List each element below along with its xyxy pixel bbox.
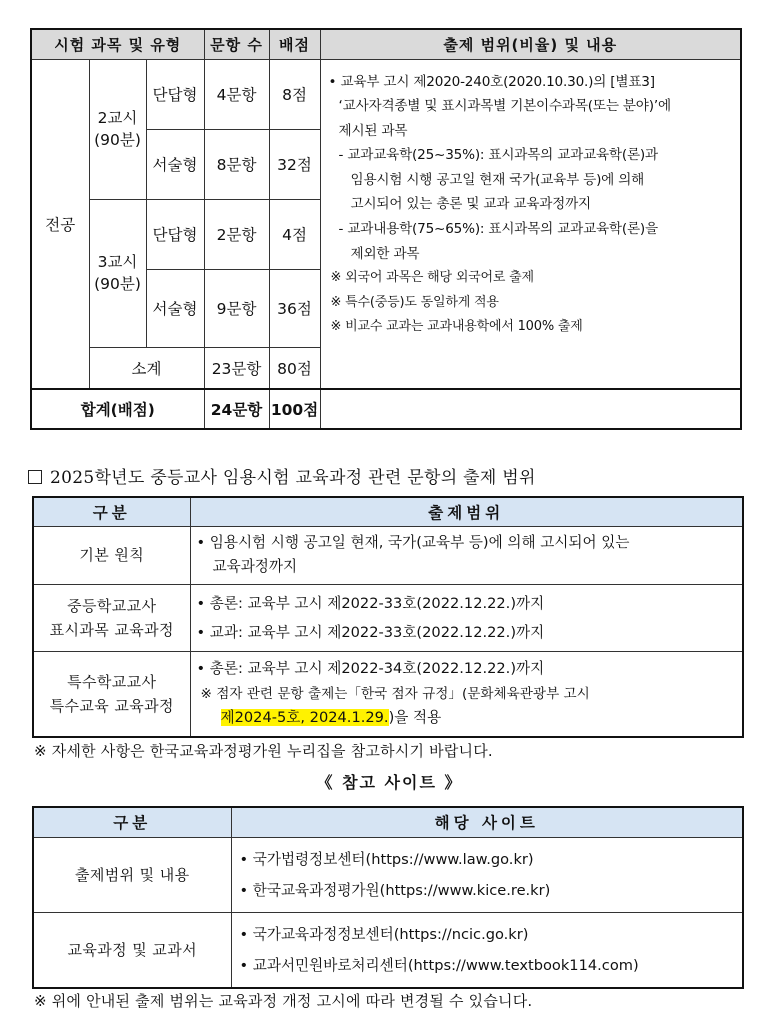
content-line: • 교육부 고시 제2020-240호(2020.10.30.)의 [별표3] [328, 73, 655, 90]
row-sites [231, 837, 743, 912]
scope-note-continuation [197, 706, 737, 731]
header-score: 배점 [269, 29, 320, 59]
section-heading-text: 2025학년도 중등교사 임용시험 교육과정 관련 문항의 출제 범위 [50, 468, 536, 488]
content-line: - 교과내용학(75~65%): 표시과목의 교과교육학(론)을 [338, 221, 658, 238]
content-line: 제시된 과목 [338, 122, 408, 139]
session-3-name: 3교시 [97, 253, 138, 271]
site-link[interactable]: • 교과서민원바로처리센터(https://www.textbook114.com) [239, 956, 639, 974]
total-count: 24문항 [204, 389, 269, 429]
score-cell: 8점 [269, 59, 320, 129]
type-cell: 서술형 [146, 269, 204, 347]
checkbox-square-icon [28, 470, 42, 484]
curriculum-scope-table [32, 496, 744, 738]
content-line: ‘교사자격종별 및 표시과목별 기본이수과목(또는 분야)’에 [338, 98, 671, 115]
row-label-line: 특수학교교사 [67, 672, 157, 691]
site-link[interactable]: • 국가교육과정정보센터(https://ncic.go.kr) [239, 925, 529, 943]
scope-line: • 총론: 교육부 고시 제2022-34호(2022.12.22.)까지 [196, 660, 545, 677]
subject-cell: 전공 [31, 59, 89, 389]
session-3-duration: (90분) [94, 275, 141, 293]
notice-text: ※ 자세한 사항은 한국교육과정평가원 누리집을 참고하시기 바랍니다. [34, 742, 493, 760]
header-site: 해당 사이트 [231, 807, 743, 837]
content-line: - 교과교육학(25~35%): 표시과목의 교과교육학(론)과 [338, 147, 658, 164]
site-link[interactable]: • 한국교육과정평가원(https://www.kice.re.kr) [239, 881, 551, 899]
session-3-cell [89, 199, 146, 347]
row-label-line: 기본 원칙 [79, 546, 145, 564]
session-2-cell [89, 59, 146, 199]
score-cell: 32점 [269, 129, 320, 199]
scope-line: • 교과: 교육부 고시 제2022-33호(2022.12.22.)까지 [196, 623, 545, 641]
count-cell: 9문항 [204, 269, 269, 347]
content-line: 고시되어 있는 총론 및 교과 교육과정까지 [350, 196, 591, 213]
content-cell [320, 59, 741, 389]
row-content [190, 584, 743, 651]
section-heading [28, 463, 536, 488]
count-cell: 2문항 [204, 199, 269, 269]
row-content [190, 651, 743, 737]
row-label-line: 특수교육 교육과정 [49, 696, 174, 715]
header-count: 문항 수 [204, 29, 269, 59]
row-content [190, 526, 743, 584]
row-label [33, 526, 190, 584]
count-cell: 8문항 [204, 129, 269, 199]
reference-sites-table [32, 806, 744, 989]
type-cell: 단답형 [146, 59, 204, 129]
scope-line: • 임용시험 시행 공고일 현재, 국가(교육부 등)에 의해 고시되어 있는 [196, 533, 630, 551]
row-sites [231, 912, 743, 988]
header-category: 구분 [33, 497, 190, 526]
type-cell: 단답형 [146, 199, 204, 269]
row-label [33, 584, 190, 651]
row-label: 출제범위 및 내용 [33, 837, 231, 912]
row-label-line: 표시과목 교육과정 [49, 620, 174, 639]
scope-line: 교육과정까지 [212, 558, 298, 575]
session-2-duration: (90분) [94, 131, 141, 149]
header-category: 구분 [33, 807, 231, 837]
scope-line: • 총론: 교육부 고시 제2022-33호(2022.12.22.)까지 [196, 594, 545, 612]
header-content: 출제 범위(비율) 및 내용 [320, 29, 741, 59]
change-notice-text: ※ 위에 안내된 출제 범위는 교육과정 개정 고시에 따라 변경될 수 있습니다. [34, 992, 533, 1010]
row-label: 교육과정 및 교과서 [33, 912, 231, 988]
highlighted-notice-number: 제2024-5호, 2024.1.29. [220, 709, 389, 726]
scope-note: ※ 점자 관련 문항 출제는「한국 점자 규정」(문화체육관광부 고시 [200, 685, 590, 702]
subtotal-score: 80점 [269, 347, 320, 389]
score-cell: 4점 [269, 199, 320, 269]
exam-structure-table [30, 28, 742, 430]
score-cell: 36점 [269, 269, 320, 347]
content-note: ※ 비교수 교과는 교과내용학에서 100% 출제 [330, 319, 583, 335]
header-subject-type: 시험 과목 및 유형 [31, 29, 204, 59]
reference-title: 《 참고 사이트 》 [316, 773, 463, 792]
subtotal-count: 23문항 [204, 347, 269, 389]
content-line: 임용시험 시행 공고일 현재 국가(교육부 등)에 의해 [350, 171, 645, 188]
site-link[interactable]: • 국가법령정보센터(https://www.law.go.kr) [239, 850, 534, 868]
content-line: 제외한 과목 [350, 245, 420, 262]
total-empty-cell [320, 389, 741, 429]
header-scope: 출제범위 [190, 497, 743, 526]
content-note: ※ 특수(중등)도 동일하게 적용 [330, 294, 499, 310]
row-label-line: 중등학교교사 [67, 596, 157, 615]
total-score: 100점 [269, 389, 320, 429]
total-label: 합계(배점) [31, 389, 204, 429]
session-2-name: 2교시 [97, 109, 138, 127]
subtotal-label: 소계 [89, 347, 204, 389]
row-label [33, 651, 190, 737]
type-cell: 서술형 [146, 129, 204, 199]
count-cell: 4문항 [204, 59, 269, 129]
content-note: ※ 외국어 과목은 해당 외국어로 출제 [330, 270, 534, 286]
scope-note-tail: )을 적용 [388, 709, 442, 726]
